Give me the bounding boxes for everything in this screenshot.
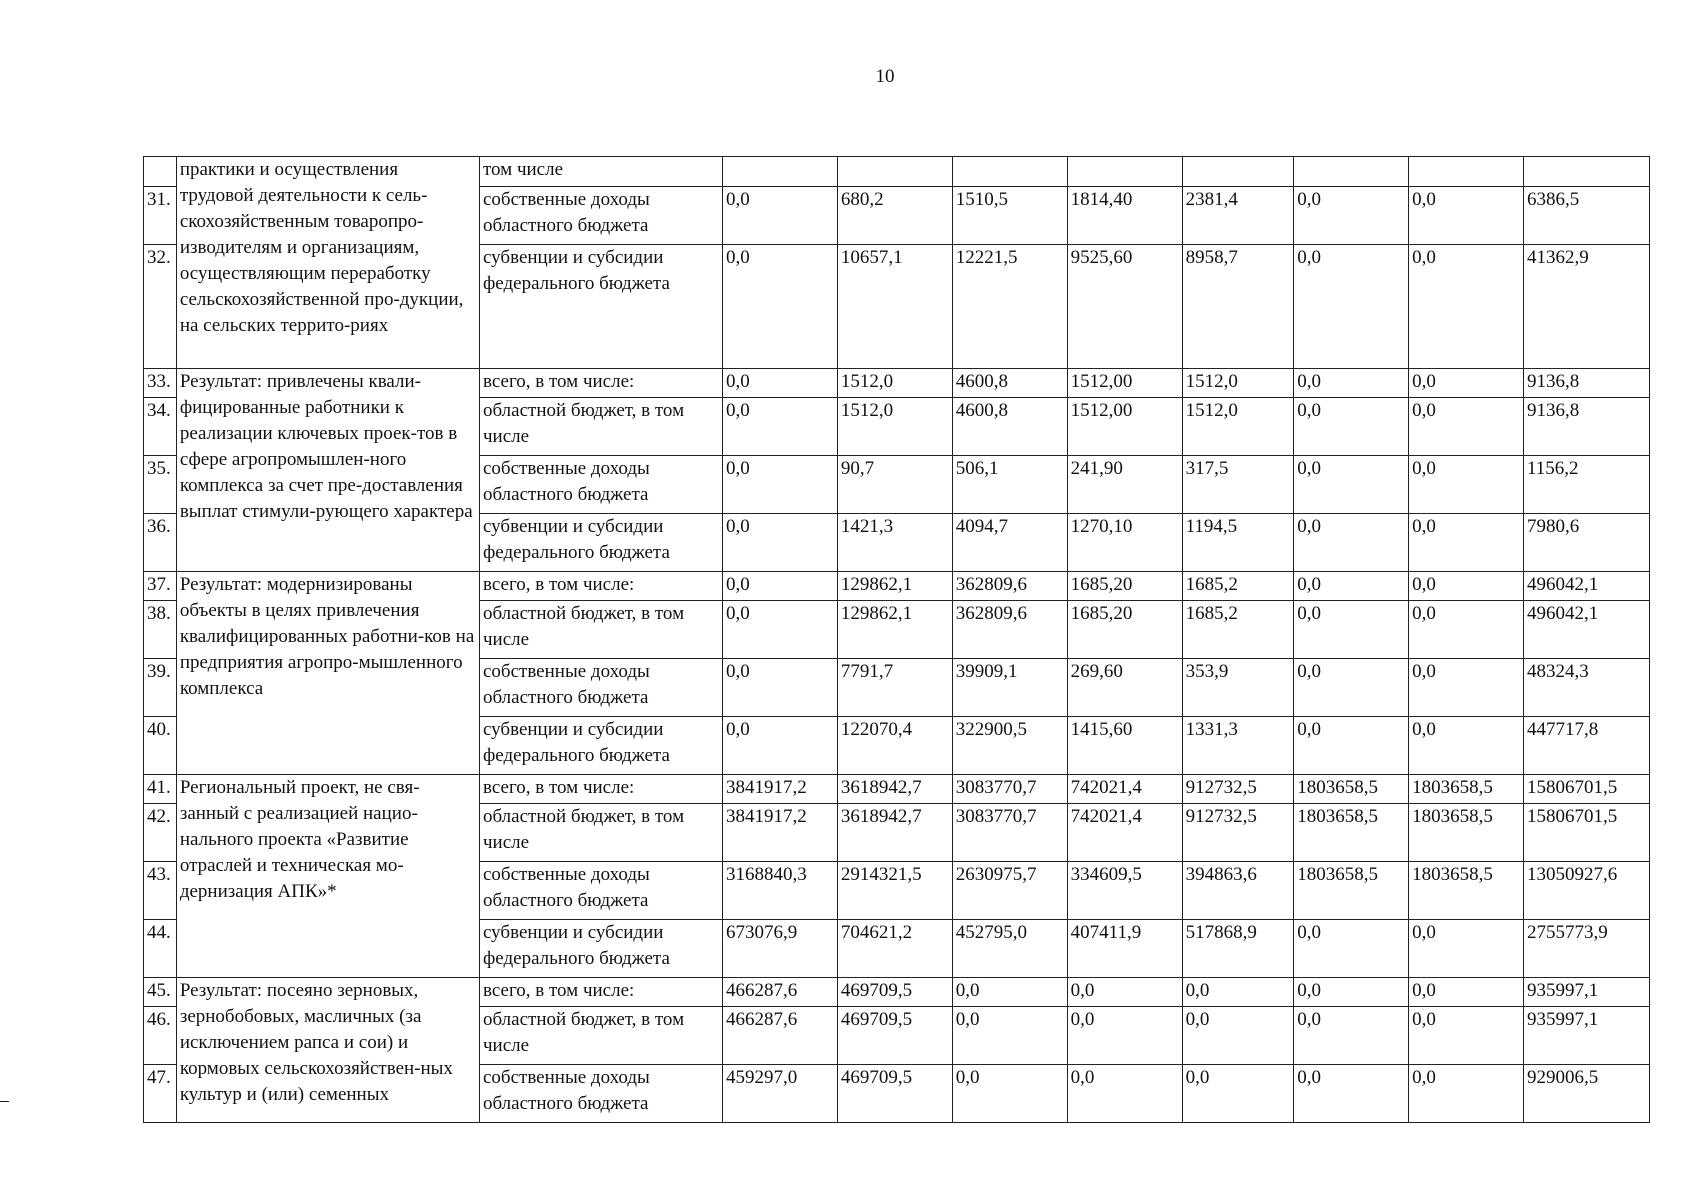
group-description: Результат: модернизированы объекты в целях привлечения квалифицированных работни-ков на предприятия агропро-мышленного комплекса [176, 572, 479, 775]
value-cell: 1512,00 [1067, 398, 1182, 456]
value-cell: 1685,2 [1182, 572, 1294, 601]
value-cell: 1685,20 [1067, 572, 1182, 601]
funding-source: собственные доходы областного бюджета [479, 659, 722, 717]
value-cell: 0,0 [1409, 456, 1524, 514]
funding-source: всего, в том числе: [479, 572, 722, 601]
value-cell: 353,9 [1182, 659, 1294, 717]
value-cell: 3841917,2 [722, 775, 837, 804]
margin-mark [0, 1101, 9, 1102]
value-cell: 673076,9 [722, 920, 837, 978]
value-cell: 2381,4 [1182, 187, 1294, 245]
value-cell: 929006,5 [1524, 1065, 1650, 1123]
value-cell: 0,0 [1409, 920, 1524, 978]
funding-source: субвенции и субсидии федерального бюджета [479, 920, 722, 978]
value-cell: 0,0 [1409, 717, 1524, 775]
value-cell: 1814,40 [1067, 187, 1182, 245]
page-number: 10 [875, 66, 895, 87]
table-row [144, 572, 1650, 601]
value-cell: 0,0 [722, 245, 837, 369]
value-cell: 12221,5 [952, 245, 1067, 369]
value-cell: 0,0 [1294, 245, 1409, 369]
value-cell: 334609,5 [1067, 862, 1182, 920]
value-cell: 90,7 [837, 456, 952, 514]
value-cell: 269,60 [1067, 659, 1182, 717]
value-cell: 317,5 [1182, 456, 1294, 514]
value-cell: 3618942,7 [837, 804, 952, 862]
value-cell: 0,0 [1294, 398, 1409, 456]
value-cell: 0,0 [1294, 572, 1409, 601]
value-cell: 0,0 [722, 187, 837, 245]
row-index: 39. [144, 659, 177, 717]
value-cell: 0,0 [722, 456, 837, 514]
value-cell: 2755773,9 [1524, 920, 1650, 978]
value-cell: 10657,1 [837, 245, 952, 369]
value-cell: 0,0 [1182, 1065, 1294, 1123]
value-cell: 0,0 [1409, 187, 1524, 245]
value-cell: 1803658,5 [1409, 804, 1524, 862]
value-cell [1524, 157, 1650, 187]
value-cell: 1685,2 [1182, 601, 1294, 659]
row-index: 38. [144, 601, 177, 659]
value-cell: 0,0 [1409, 601, 1524, 659]
value-cell: 0,0 [1409, 1007, 1524, 1065]
value-cell: 459297,0 [722, 1065, 837, 1123]
value-cell: 0,0 [1409, 659, 1524, 717]
value-cell: 0,0 [1067, 1007, 1182, 1065]
value-cell: 407411,9 [1067, 920, 1182, 978]
value-cell: 0,0 [722, 398, 837, 456]
value-cell: 469709,5 [837, 1065, 952, 1123]
value-cell: 48324,3 [1524, 659, 1650, 717]
value-cell: 1421,3 [837, 514, 952, 572]
value-cell [1294, 157, 1409, 187]
group-description: Региональный проект, не свя-занный с реализацией нацио-нального проекта «Развитие отраслей и техническая мо-дернизация АПК»* [176, 775, 479, 978]
value-cell: 9136,8 [1524, 398, 1650, 456]
value-cell: 0,0 [1409, 572, 1524, 601]
value-cell: 4600,8 [952, 398, 1067, 456]
value-cell: 0,0 [1294, 920, 1409, 978]
value-cell: 13050927,6 [1524, 862, 1650, 920]
row-index: 46. [144, 1007, 177, 1065]
row-index: 47. [144, 1065, 177, 1123]
value-cell: 447717,8 [1524, 717, 1650, 775]
value-cell: 0,0 [1182, 1007, 1294, 1065]
value-cell: 15806701,5 [1524, 804, 1650, 862]
value-cell: 452795,0 [952, 920, 1067, 978]
value-cell: 122070,4 [837, 717, 952, 775]
value-cell [837, 157, 952, 187]
value-cell: 469709,5 [837, 978, 952, 1007]
value-cell: 912732,5 [1182, 775, 1294, 804]
value-cell: 7791,7 [837, 659, 952, 717]
value-cell: 466287,6 [722, 978, 837, 1007]
value-cell: 1270,10 [1067, 514, 1182, 572]
value-cell: 1803658,5 [1294, 862, 1409, 920]
table-row [144, 369, 1650, 398]
funding-source: собственные доходы областного бюджета [479, 456, 722, 514]
row-index: 33. [144, 369, 177, 398]
row-index: 31. [144, 187, 177, 245]
value-cell: 0,0 [1409, 978, 1524, 1007]
value-cell: 0,0 [1294, 717, 1409, 775]
value-cell: 742021,4 [1067, 804, 1182, 862]
value-cell: 1512,00 [1067, 369, 1182, 398]
group-description: Результат: посеяно зерновых, зернобобовых, масличных (за исключением рапса и сои) и кормовых сельскохозяйствен-ных культур и (или) семенных [176, 978, 479, 1123]
value-cell: 1331,3 [1182, 717, 1294, 775]
value-cell: 0,0 [1294, 601, 1409, 659]
funding-source: областной бюджет, в том числе [479, 398, 722, 456]
value-cell: 0,0 [722, 659, 837, 717]
value-cell: 935997,1 [1524, 978, 1650, 1007]
value-cell: 7980,6 [1524, 514, 1650, 572]
value-cell: 0,0 [1294, 978, 1409, 1007]
funding-source: собственные доходы областного бюджета [479, 187, 722, 245]
value-cell: 0,0 [1409, 514, 1524, 572]
value-cell: 6386,5 [1524, 187, 1650, 245]
value-cell: 912732,5 [1182, 804, 1294, 862]
value-cell [722, 157, 837, 187]
value-cell: 9136,8 [1524, 369, 1650, 398]
value-cell: 4600,8 [952, 369, 1067, 398]
funding-source: собственные доходы областного бюджета [479, 1065, 722, 1123]
value-cell: 0,0 [1409, 245, 1524, 369]
value-cell: 742021,4 [1067, 775, 1182, 804]
funding-source: областной бюджет, в том числе [479, 1007, 722, 1065]
value-cell: 2630975,7 [952, 862, 1067, 920]
value-cell: 241,90 [1067, 456, 1182, 514]
value-cell: 0,0 [1294, 369, 1409, 398]
value-cell: 496042,1 [1524, 601, 1650, 659]
funding-source: субвенции и субсидии федерального бюджета [479, 717, 722, 775]
funding-source: субвенции и субсидии федерального бюджета [479, 245, 722, 369]
funding-source: том числе [479, 157, 722, 187]
value-cell: 0,0 [722, 369, 837, 398]
value-cell: 1512,0 [837, 398, 952, 456]
value-cell: 8958,7 [1182, 245, 1294, 369]
value-cell: 506,1 [952, 456, 1067, 514]
value-cell: 1512,0 [837, 369, 952, 398]
value-cell: 39909,1 [952, 659, 1067, 717]
value-cell: 496042,1 [1524, 572, 1650, 601]
value-cell: 0,0 [1409, 1065, 1524, 1123]
table-row [144, 978, 1650, 1007]
row-index: 35. [144, 456, 177, 514]
value-cell: 1803658,5 [1409, 862, 1524, 920]
value-cell: 1510,5 [952, 187, 1067, 245]
value-cell [1409, 157, 1524, 187]
value-cell: 41362,9 [1524, 245, 1650, 369]
value-cell: 0,0 [722, 601, 837, 659]
value-cell: 362809,6 [952, 572, 1067, 601]
value-cell: 0,0 [1409, 398, 1524, 456]
row-index [144, 157, 177, 187]
value-cell [1182, 157, 1294, 187]
value-cell: 0,0 [1294, 659, 1409, 717]
value-cell: 1803658,5 [1294, 775, 1409, 804]
value-cell [1067, 157, 1182, 187]
value-cell: 0,0 [952, 1065, 1067, 1123]
value-cell: 3841917,2 [722, 804, 837, 862]
value-cell: 4094,7 [952, 514, 1067, 572]
value-cell: 3168840,3 [722, 862, 837, 920]
value-cell: 1156,2 [1524, 456, 1650, 514]
value-cell: 517868,9 [1182, 920, 1294, 978]
row-index: 45. [144, 978, 177, 1007]
value-cell: 680,2 [837, 187, 952, 245]
value-cell: 0,0 [1067, 1065, 1182, 1123]
value-cell: 3618942,7 [837, 775, 952, 804]
funding-source: всего, в том числе: [479, 775, 722, 804]
table-row [144, 775, 1650, 804]
value-cell: 466287,6 [722, 1007, 837, 1065]
value-cell: 3083770,7 [952, 804, 1067, 862]
funding-source: областной бюджет, в том числе [479, 804, 722, 862]
row-index: 43. [144, 862, 177, 920]
value-cell: 0,0 [1067, 978, 1182, 1007]
value-cell: 935997,1 [1524, 1007, 1650, 1065]
value-cell: 0,0 [722, 514, 837, 572]
budget-table [143, 156, 1650, 1123]
value-cell: 0,0 [1294, 514, 1409, 572]
value-cell: 2914321,5 [837, 862, 952, 920]
value-cell: 0,0 [952, 978, 1067, 1007]
value-cell: 0,0 [1182, 978, 1294, 1007]
value-cell [952, 157, 1067, 187]
value-cell: 394863,6 [1182, 862, 1294, 920]
row-index: 36. [144, 514, 177, 572]
value-cell: 322900,5 [952, 717, 1067, 775]
row-index: 40. [144, 717, 177, 775]
row-index: 44. [144, 920, 177, 978]
funding-source: всего, в том числе: [479, 369, 722, 398]
value-cell: 362809,6 [952, 601, 1067, 659]
funding-source: областной бюджет, в том числе [479, 601, 722, 659]
funding-source: субвенции и субсидии федерального бюджета [479, 514, 722, 572]
row-index: 41. [144, 775, 177, 804]
row-index: 34. [144, 398, 177, 456]
value-cell: 1685,20 [1067, 601, 1182, 659]
value-cell: 0,0 [1294, 1065, 1409, 1123]
value-cell: 1194,5 [1182, 514, 1294, 572]
value-cell: 0,0 [1294, 456, 1409, 514]
value-cell: 129862,1 [837, 572, 952, 601]
value-cell: 0,0 [1294, 187, 1409, 245]
funding-source: собственные доходы областного бюджета [479, 862, 722, 920]
group-description: практики и осуществления трудовой деятельности к сель-скохозяйственным товаропро-изводителям и организациям, осуществляющим переработку сельскохозяйственной про-дукции, на сельских террито-риях [176, 157, 479, 369]
row-index: 42. [144, 804, 177, 862]
value-cell: 1415,60 [1067, 717, 1182, 775]
value-cell: 0,0 [722, 572, 837, 601]
value-cell: 9525,60 [1067, 245, 1182, 369]
value-cell: 0,0 [1294, 1007, 1409, 1065]
value-cell: 15806701,5 [1524, 775, 1650, 804]
table-row [144, 157, 1650, 187]
row-index: 32. [144, 245, 177, 369]
value-cell: 704621,2 [837, 920, 952, 978]
value-cell: 0,0 [1409, 369, 1524, 398]
value-cell: 0,0 [952, 1007, 1067, 1065]
value-cell: 1803658,5 [1294, 804, 1409, 862]
value-cell: 3083770,7 [952, 775, 1067, 804]
value-cell: 0,0 [722, 717, 837, 775]
funding-source: всего, в том числе: [479, 978, 722, 1007]
value-cell: 469709,5 [837, 1007, 952, 1065]
value-cell: 1512,0 [1182, 369, 1294, 398]
row-index: 37. [144, 572, 177, 601]
value-cell: 1512,0 [1182, 398, 1294, 456]
group-description: Результат: привлечены квали-фицированные работники к реализации ключевых проек-тов в сфере агропромышлен-ного комплекса за счет пре-доставления выплат стимули-рующего характера [176, 369, 479, 572]
value-cell: 129862,1 [837, 601, 952, 659]
value-cell: 1803658,5 [1409, 775, 1524, 804]
